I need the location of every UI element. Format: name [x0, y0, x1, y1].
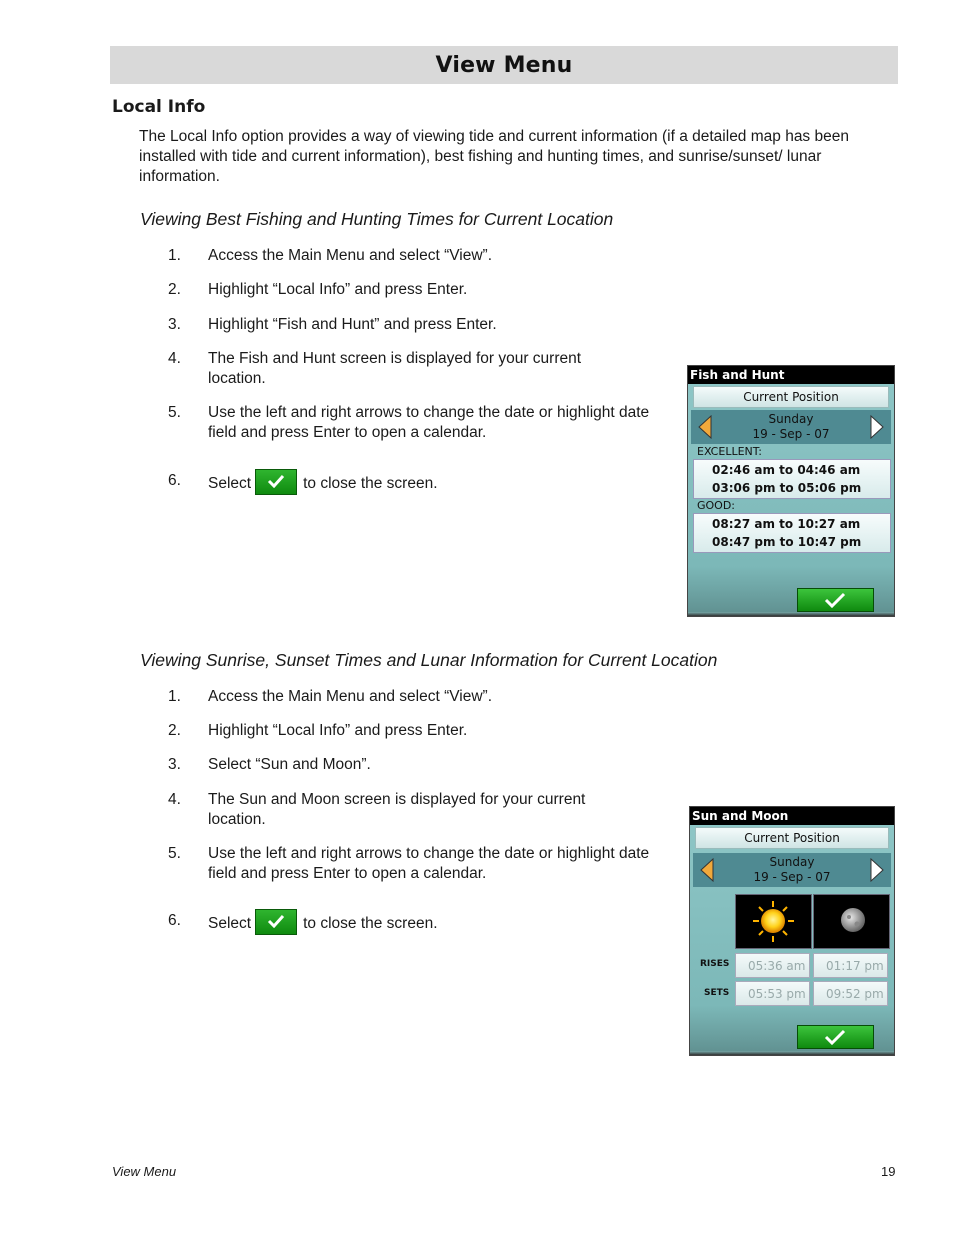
step-text — [208, 471, 668, 497]
sun-set-time: 05:53 pm — [735, 981, 810, 1006]
step-text: The Fish and Hunt screen is displayed for your current location. — [208, 350, 582, 387]
step-text-post: to close the screen. — [303, 915, 438, 933]
step-number: 1. — [168, 247, 181, 264]
step-number: 3. — [168, 756, 181, 773]
step-text: Access the Main Menu and select “View”. — [208, 247, 493, 264]
screen-footer-bar — [690, 1051, 894, 1055]
step-text: Highlight “Local Info” and press Enter. — [208, 281, 468, 298]
step-text: Use the left and right arrows to change the date or highlight date field and press Enter to open a calendar. — [208, 845, 650, 882]
step-text: Access the Main Menu and select “View”. — [208, 688, 493, 705]
page-header — [110, 46, 898, 84]
moon-tile — [813, 894, 890, 949]
step-number: 2. — [168, 722, 181, 739]
sun-tile — [735, 894, 812, 949]
step-number: 5. — [168, 845, 181, 862]
page-number: 19 — [881, 1164, 896, 1179]
footer-section: View Menu — [112, 1164, 177, 1179]
sun-icon — [736, 895, 811, 948]
sun-moon-heading: Viewing Sunrise, Sunset Times and Lunar Information for Current Location — [140, 650, 718, 670]
good-label: GOOD: — [697, 499, 736, 512]
moon-set-time: 09:52 pm — [813, 981, 888, 1006]
check-icon — [824, 1029, 846, 1045]
sun-rise-time: 05:36 am — [735, 953, 810, 978]
step-text-pre: Select — [208, 475, 252, 493]
screen-footer-bar — [688, 612, 894, 616]
excellent-times-box — [693, 459, 891, 499]
date-day: Sunday — [769, 855, 815, 869]
date-day: Sunday — [768, 412, 814, 426]
good-times-box — [693, 513, 891, 553]
ok-check-icon — [255, 469, 297, 495]
arrow-right-icon[interactable] — [869, 415, 885, 439]
sun-moon-screen — [689, 806, 895, 1056]
step-text: Select “Sun and Moon”. — [208, 756, 371, 773]
ok-button[interactable] — [797, 1025, 874, 1049]
good-time: 08:47 pm to 10:47 pm — [712, 535, 862, 549]
step-number: 4. — [168, 350, 181, 367]
step-number: 2. — [168, 281, 181, 298]
current-position-label[interactable]: Current Position — [693, 386, 889, 408]
check-icon — [824, 592, 846, 608]
current-position-label[interactable]: Current Position — [695, 827, 889, 849]
date-selector[interactable] — [693, 853, 891, 887]
step-text: Highlight “Local Info” and press Enter. — [208, 722, 468, 739]
page-title: View Menu — [435, 52, 573, 78]
step-number: 6. — [168, 912, 181, 929]
ok-check-icon — [255, 909, 297, 935]
step-text: Highlight “Fish and Hunt” and press Enter. — [208, 316, 497, 333]
date-selector[interactable] — [691, 410, 891, 444]
date-value: 19 - Sep - 07 — [753, 870, 831, 884]
step-number: 6. — [168, 472, 181, 489]
arrow-left-icon[interactable] — [699, 858, 715, 882]
step-text-post: to close the screen. — [303, 475, 438, 493]
good-time: 08:27 am to 10:27 am — [712, 517, 861, 531]
date-value: 19 - Sep - 07 — [752, 427, 830, 441]
fish-hunt-screen — [687, 365, 895, 617]
excellent-label: EXCELLENT: — [697, 445, 762, 458]
section-title: Local Info — [112, 97, 206, 117]
rises-label: RISES — [700, 959, 730, 969]
moon-icon — [814, 895, 889, 948]
step-text: The Sun and Moon screen is displayed for your current location. — [208, 791, 586, 828]
step-number: 4. — [168, 791, 181, 808]
step-text — [208, 911, 668, 937]
screen-title: Sun and Moon — [690, 807, 894, 825]
arrow-right-icon[interactable] — [869, 858, 885, 882]
step-number: 3. — [168, 316, 181, 333]
excellent-time: 03:06 pm to 05:06 pm — [712, 481, 862, 495]
step-text-pre: Select — [208, 915, 252, 933]
step-number: 5. — [168, 404, 181, 421]
step-number: 1. — [168, 688, 181, 705]
screen-title: Fish and Hunt — [688, 366, 894, 384]
arrow-left-icon[interactable] — [697, 415, 713, 439]
excellent-time: 02:46 am to 04:46 am — [712, 463, 861, 477]
moon-rise-time: 01:17 pm — [813, 953, 888, 978]
fish-hunt-heading: Viewing Best Fishing and Hunting Times for Current Location — [140, 209, 614, 229]
step-text: Use the left and right arrows to change the date or highlight date field and press Enter to open a calendar. — [208, 404, 650, 441]
intro-paragraph: The Local Info option provides a way of viewing tide and current information (if a detailed map has been installed with tide and current information), best fishing and hunting times, and sunrise/sunset/ lunar information. — [139, 128, 849, 185]
sets-label: SETS — [704, 988, 730, 998]
ok-button[interactable] — [797, 588, 874, 612]
